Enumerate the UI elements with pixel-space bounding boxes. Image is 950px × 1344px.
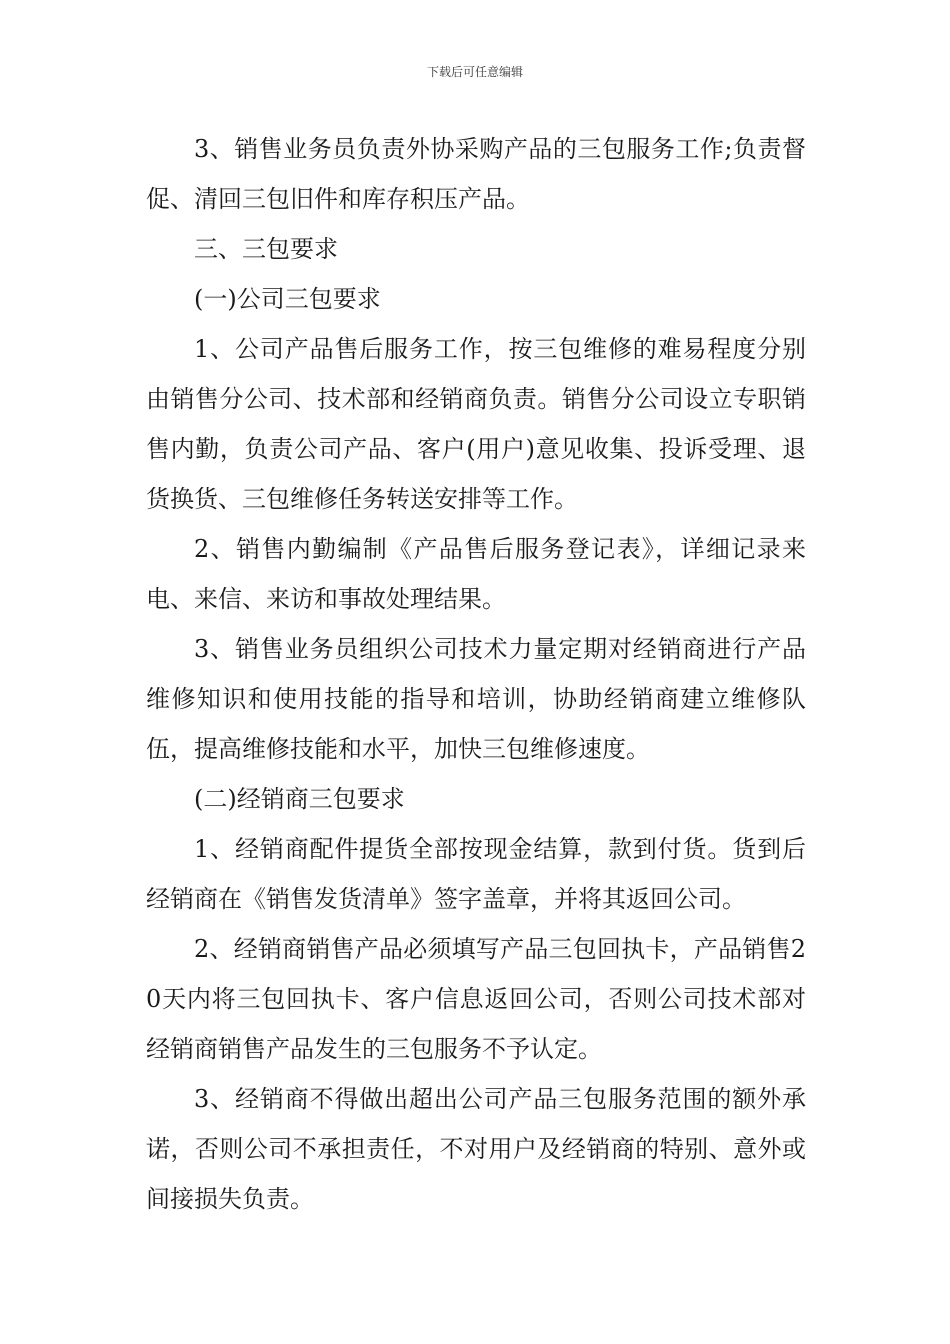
subsection-heading-company: (一)公司三包要求 [194,285,381,313]
paragraph-service-duty: 3、销售业务员负责外协采购产品的三包服务工作;负责督促、清回三包旧件和库存积压产品。 [146,135,806,213]
paragraph-dealer-3: 3、经销商不得做出超出公司产品三包服务范围的额外承诺，否则公司不承担责任，不对用户及经销商的特别、意外或间接损失负责。 [146,1085,806,1213]
paragraph-company-1: 1、公司产品售后服务工作，按三包维修的难易程度分别由销售分公司、技术部和经销商负责。销售分公司设立专职销售内勤，负责公司产品、客户(用户)意见收集、投诉受理、退货换货、三包维修任务转送安排等工作。 [146,335,806,513]
subsection-heading-dealer: (二)经销商三包要求 [194,785,405,813]
paragraph-company-2: 2、销售内勤编制《产品售后服务登记表》，详细记录来电、来信、来访和事故处理结果。 [146,535,806,613]
document-body [146,124,806,1224]
paragraph-company-3: 3、销售业务员组织公司技术力量定期对经销商进行产品维修知识和使用技能的指导和培训，协助经销商建立维修队伍，提高维修技能和水平，加快三包维修速度。 [146,635,806,763]
paragraph-dealer-2: 2、经销商销售产品必须填写产品三包回执卡，产品销售20天内将三包回执卡、客户信息返回公司，否则公司技术部对经销商销售产品发生的三包服务不予认定。 [146,935,806,1063]
paragraph-dealer-1: 1、经销商配件提货全部按现金结算，款到付货。货到后经销商在《销售发货清单》签字盖章，并将其返回公司。 [146,835,806,913]
page-header: 下载后可任意编辑 [426,65,523,79]
section-heading-requirements: 三、三包要求 [194,235,338,263]
